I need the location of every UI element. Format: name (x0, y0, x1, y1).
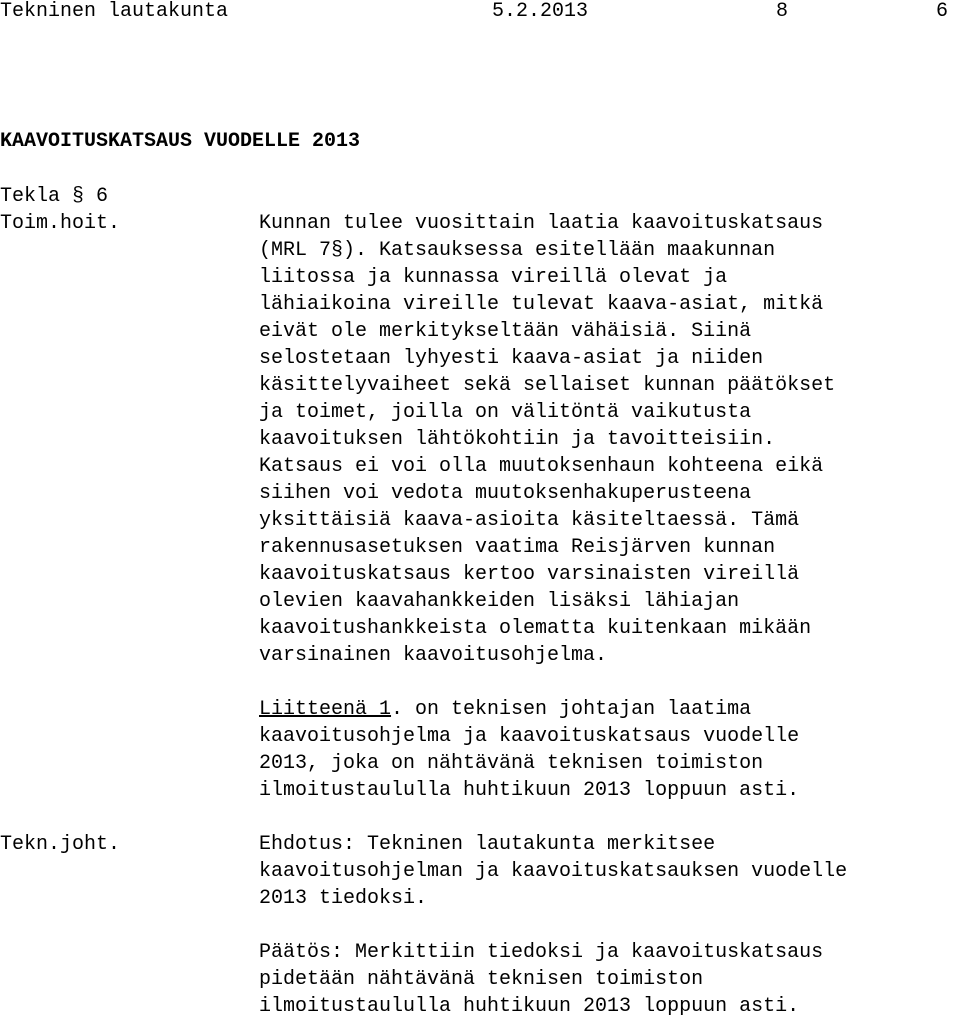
decision-line: Päätös: Merkittiin tiedoksi ja kaavoituskatsaus (259, 941, 824, 964)
page-number: 8 (776, 0, 789, 23)
meeting-date: 5.2.2013 (492, 0, 589, 23)
attachment-link[interactable]: Liitteenä 1 (259, 698, 392, 721)
preparation-line: varsinainen kaavoitusohjelma. (259, 644, 608, 667)
decision-line: pidetään nähtävänä teknisen toimiston (259, 968, 704, 991)
proposer-label: Tekn.joht. (0, 833, 121, 856)
attachment-line: kaavoitusohjelma ja kaavoituskatsaus vuodelle (259, 725, 800, 748)
proposal-line: 2013 tiedoksi. (259, 887, 428, 910)
committee-name: Tekninen lautakunta (0, 0, 229, 23)
preparation-line: olevien kaavahankkeiden lisäksi lähiajan (259, 590, 740, 613)
attachment-text: . on teknisen johtajan laatima (391, 698, 752, 721)
preparation-line: kaavoituksen lähtökohtiin ja tavoitteisiin. (259, 428, 776, 451)
attachment-line: ilmoitustaululla huhtikuun 2013 loppuun asti. (259, 779, 800, 802)
preparation-line: rakennusasetuksen vaatima Reisjärven kunnan (259, 536, 776, 559)
attachment-first-line (259, 696, 751, 723)
document-title: KAAVOITUSKATSAUS VUODELLE 2013 (0, 130, 361, 153)
preparation-line: yksittäisiä kaava-asioita käsiteltaessä. Tämä (259, 509, 800, 532)
preparation-line: ja toimet, joilla on välitöntä vaikutusta (259, 401, 752, 424)
preparation-line: liitossa ja kunnassa vireillä olevat ja (259, 266, 728, 289)
preparation-line: Kunnan tulee vuosittain laatia kaavoituskatsaus (259, 212, 824, 235)
preparation-line: käsittelyvaiheet sekä sellaiset kunnan päätökset (259, 374, 836, 397)
preparation-line: lähiaikoina vireille tulevat kaava-asiat, mitkä (259, 293, 824, 316)
preparation-line: Katsaus ei voi olla muutoksenhaun kohteena eikä (259, 455, 824, 478)
preparation-line: eivät ole merkitykseltään vähäisiä. Siinä (259, 320, 752, 343)
preparation-line: selostetaan lyhyesti kaava-asiat ja niiden (259, 347, 764, 370)
preparer-label: Toim.hoit. (0, 212, 121, 235)
proposal-line: kaavoitusohjelman ja kaavoituskatsauksen vuodelle (259, 860, 848, 883)
preparation-line: kaavoitushankkeista olematta kuitenkaan mikään (259, 617, 812, 640)
preparation-line: (MRL 7§). Katsauksessa esitellään maakunnan (259, 239, 776, 262)
attachment-line: 2013, joka on nähtävänä teknisen toimiston (259, 752, 764, 775)
section-number: 6 (936, 0, 949, 23)
preparation-line: siihen voi vedota muutoksenhakuperusteena (259, 482, 752, 505)
section-label: Tekla § 6 (0, 185, 109, 208)
proposal-line: Ehdotus: Tekninen lautakunta merkitsee (259, 833, 716, 856)
decision-line: ilmoitustaululla huhtikuun 2013 loppuun asti. (259, 995, 800, 1018)
preparation-line: kaavoituskatsaus kertoo varsinaisten vireillä (259, 563, 800, 586)
